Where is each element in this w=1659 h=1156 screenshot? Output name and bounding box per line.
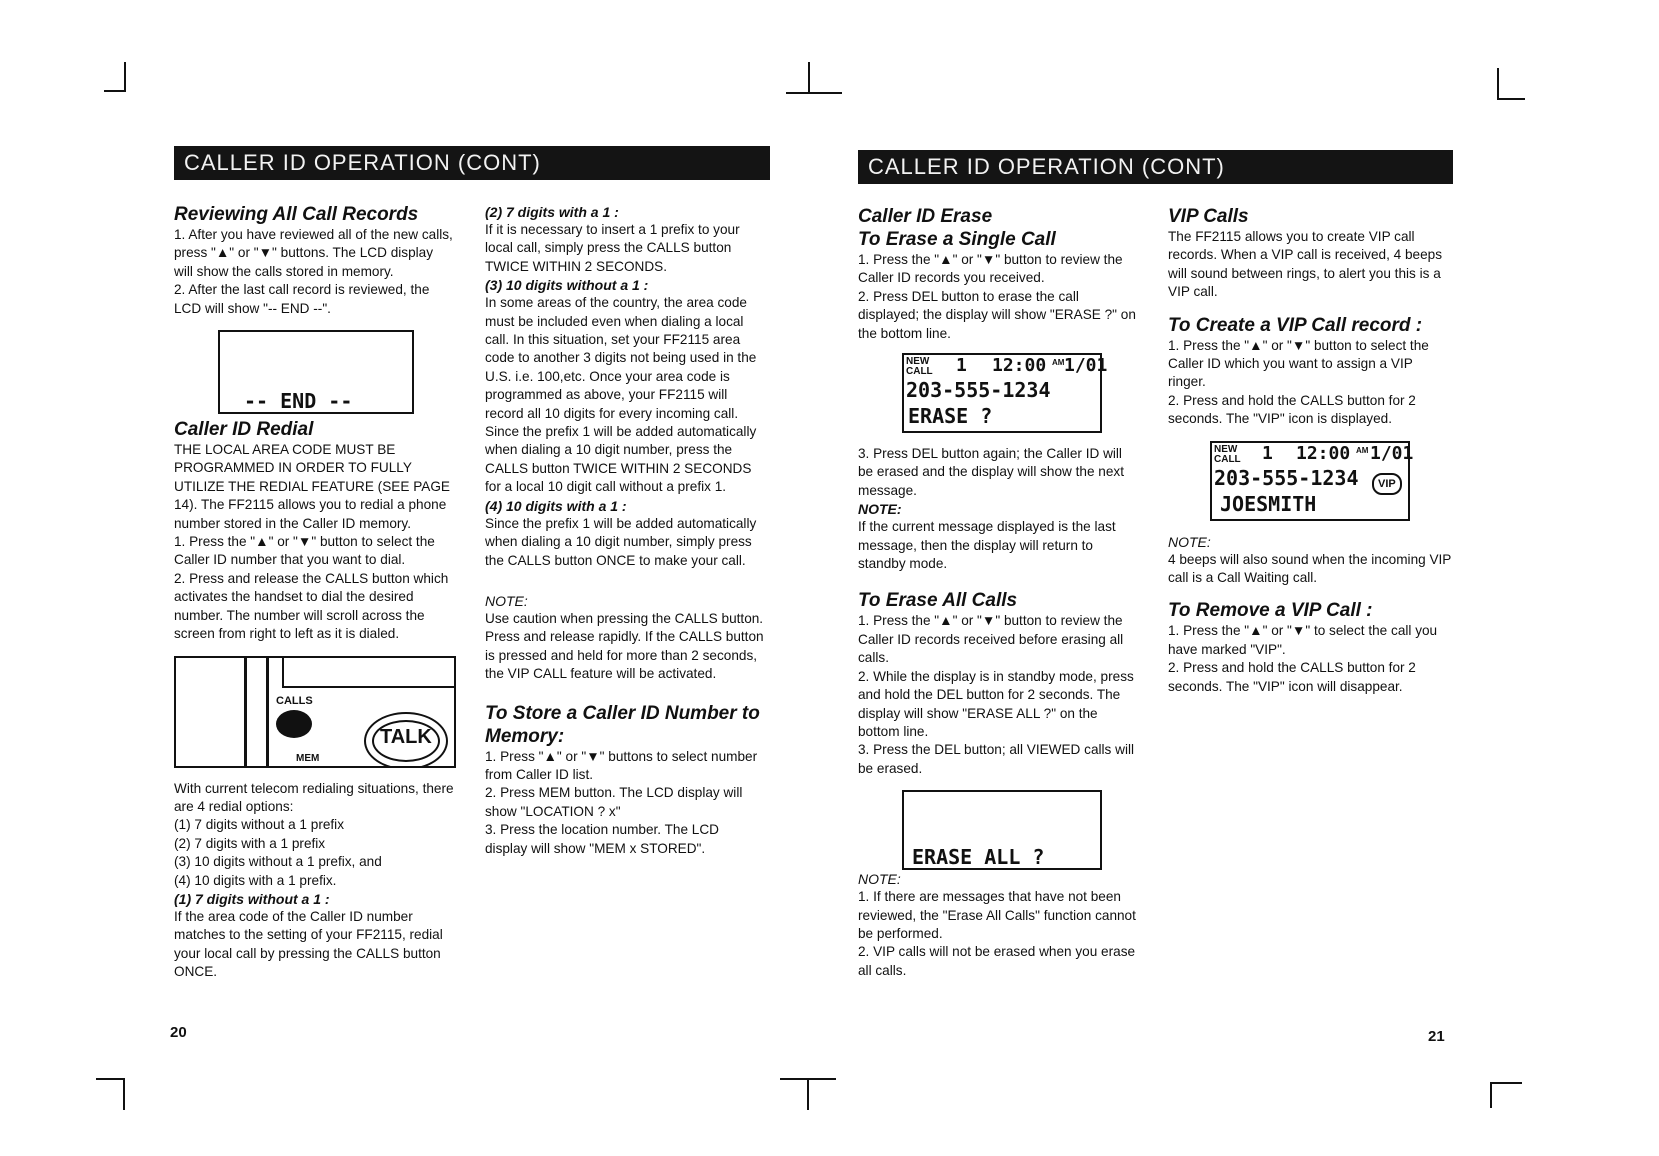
heading: To Erase a Single Call bbox=[858, 229, 1056, 250]
lcd-number: 203-555-1234 bbox=[1214, 465, 1359, 490]
lcd-display-erase-all bbox=[902, 790, 1102, 870]
crop-mark bbox=[786, 92, 842, 94]
crop-mark bbox=[124, 62, 126, 92]
note-label: NOTE: bbox=[858, 871, 901, 888]
lcd-date: 1/01 bbox=[1370, 442, 1414, 464]
paragraph: 1. Press the "▲" or "▼" button to select the Caller ID which you want to assign a VIP ringer. bbox=[1168, 337, 1429, 390]
subheading: (3) 10 digits without a 1 : bbox=[485, 277, 649, 294]
paragraph: 1. Press the "▲" or "▼" button to review the Caller ID records you received. bbox=[858, 252, 1123, 286]
subheading: (4) 10 digits with a 1 : bbox=[485, 497, 627, 514]
crop-mark bbox=[1497, 68, 1499, 100]
lcd-am: AM bbox=[1356, 445, 1369, 455]
lcd-name: JOESMITH bbox=[1220, 491, 1317, 516]
paragraph: 3. Press the location number. The LCD display will show "MEM x STORED". bbox=[485, 822, 719, 856]
heading: To Remove a VIP Call : bbox=[1168, 600, 1373, 622]
handset-figure bbox=[174, 656, 456, 768]
note-label: NOTE: bbox=[858, 501, 902, 518]
subheading: (1) 7 digits without a 1 : bbox=[174, 890, 330, 907]
heading: Reviewing All Call Records bbox=[174, 204, 419, 225]
right-column-2 bbox=[1168, 205, 1452, 696]
paragraph: 2. Press and hold the CALLS button for 2 seconds. The "VIP" icon will disappear. bbox=[1168, 660, 1416, 694]
paragraph: In some areas of the country, the area code must be included even when dialing a local call. In this situation, set your FF2115 area code to another 3 digits not being used in the U.S. i.e. 100,etc. Once your area code is programmed as above, your FF2115 will record all 10 digits for every incoming call. Since the prefix 1 will be added automatically when dialing a 10 digit number, press the CALLS button TWICE WITHIN 2 SECONDS for a local 10 digit call without a prefix 1. bbox=[485, 295, 757, 495]
lcd-display-end bbox=[218, 330, 414, 414]
crop-mark bbox=[808, 62, 810, 94]
lcd-am: AM bbox=[1052, 358, 1065, 368]
left-column-1 bbox=[174, 203, 454, 982]
lcd-message: ERASE ALL ? bbox=[912, 844, 1045, 869]
crop-mark bbox=[1490, 1082, 1522, 1084]
note-label: NOTE: bbox=[485, 592, 528, 609]
heading: Caller ID Erase bbox=[858, 206, 993, 227]
list-item: (3) 10 digits without a 1 prefix, and bbox=[174, 854, 382, 870]
paragraph: 1. Press the "▲" or "▼" button to review the Caller ID records received before erasing all calls. bbox=[858, 613, 1124, 666]
crop-mark bbox=[104, 90, 126, 92]
crop-mark bbox=[807, 1078, 809, 1110]
paragraph: 2. Press and hold the CALLS button for 2 seconds. The "VIP" icon is displayed. bbox=[1168, 392, 1416, 427]
page-number-right: 21 bbox=[1428, 1028, 1445, 1045]
list-item: (1) 7 digits without a 1 prefix bbox=[174, 817, 345, 833]
paragraph: 2. After the last call record is reviewed, the LCD will show "-- END --". bbox=[174, 282, 430, 316]
paragraph: THE LOCAL AREA CODE MUST BE PROGRAMMED IN ORDER TO FULLY UTILIZE THE REDIAL FEATURE (SEE PAGE 14). The FF2115 allows you to redial a phone number stored in the Caller ID memory. bbox=[174, 442, 450, 531]
lcd-display-vip bbox=[1210, 441, 1414, 521]
heading: To Store a Caller ID Number to Memory: bbox=[485, 702, 760, 747]
heading: To Create a VIP Call record : bbox=[1168, 314, 1423, 336]
heading: VIP Calls bbox=[1168, 206, 1249, 227]
section-banner-left: CALLER ID OPERATION (CONT) bbox=[174, 146, 770, 180]
paragraph: 1. Press the "▲" or "▼" button to select the Caller ID number that you want to dial. bbox=[174, 534, 435, 568]
section-banner-right: CALLER ID OPERATION (CONT) bbox=[858, 150, 1453, 184]
lcd-count: 1 bbox=[1262, 442, 1273, 464]
paragraph: 2. VIP calls will not be erased when you erase all calls. bbox=[858, 944, 1136, 978]
paragraph: With current telecom redialing situations, there are 4 redial options: bbox=[174, 780, 454, 814]
paragraph: 1. After you have reviewed all of the new calls, press "▲" or "▼" buttons. The LCD display will show the calls stored in memory. bbox=[174, 227, 453, 279]
paragraph: If it is necessary to insert a 1 prefix to your local call, simply press the CALLS button TWICE WITHIN 2 SECONDS. bbox=[485, 222, 740, 274]
mem-label: MEM bbox=[296, 752, 320, 764]
paragraph: If the current message displayed is the last message, then the display will return to standby mode. bbox=[858, 519, 1116, 572]
vip-icon: VIP bbox=[1372, 473, 1402, 495]
talk-label: TALK bbox=[380, 725, 432, 748]
calls-label: CALLS bbox=[276, 694, 313, 707]
lcd-count: 1 bbox=[956, 355, 967, 377]
subheading: (2) 7 digits with a 1 : bbox=[485, 204, 619, 220]
lcd-time: 12:00 bbox=[992, 355, 1047, 377]
paragraph: 1. If there are messages that have not been reviewed, the "Erase All Calls" function cannot be performed. bbox=[858, 889, 1136, 941]
new-call-label: NEW CALL bbox=[906, 356, 933, 378]
note-label: NOTE: bbox=[1168, 533, 1211, 550]
lcd-display-erase bbox=[902, 353, 1108, 433]
left-column-2 bbox=[485, 203, 765, 858]
heading: To Erase All Calls bbox=[858, 590, 1018, 612]
lcd-text: -- END -- bbox=[244, 388, 353, 413]
paragraph: 1. Press "▲" or "▼" buttons to select number from Caller ID list. bbox=[485, 748, 758, 782]
paragraph: 2. Press DEL button to erase the call displayed; the display will show "ERASE ?" on the bottom line. bbox=[858, 288, 1136, 341]
right-column-1 bbox=[858, 205, 1138, 980]
paragraph: If the area code of the Caller ID number matches to the setting of your FF2115, redial your local call by pressing the CALLS button ONCE. bbox=[174, 908, 443, 980]
paragraph: 1. Press the "▲" or "▼" to select the call you have marked "VIP". bbox=[1168, 623, 1438, 657]
lcd-number: 203-555-1234 bbox=[906, 378, 1051, 403]
heading: Caller ID Redial bbox=[174, 419, 314, 441]
paragraph: Use caution when pressing the CALLS button. Press and release rapidly. If the CALLS button is pressed and held for more than 2 seconds, the VIP CALL feature will be activated. bbox=[485, 610, 764, 682]
paragraph: 2. Press MEM button. The LCD display will show "LOCATION ? x" bbox=[485, 785, 743, 819]
new-call-label: NEW CALL bbox=[1214, 443, 1241, 465]
lcd-time: 12:00 bbox=[1296, 442, 1351, 464]
list-item: (2) 7 digits with a 1 prefix bbox=[174, 835, 326, 851]
list-item: (4) 10 digits with a 1 prefix. bbox=[174, 872, 337, 888]
paragraph: 3. Press the DEL button; all VIEWED calls will be erased. bbox=[858, 742, 1135, 776]
crop-mark bbox=[96, 1078, 124, 1080]
paragraph: The FF2115 allows you to create VIP call records. When a VIP call is received, 4 beeps will sound between rings, to alert you this is a VIP call. bbox=[1168, 229, 1443, 300]
crop-mark bbox=[1497, 98, 1525, 100]
paragraph: 4 beeps will also sound when the incoming VIP call is a Call Waiting call. bbox=[1168, 551, 1452, 586]
paragraph: 3. Press DEL button again; the Caller ID will be erased and the display will show the next message. bbox=[858, 446, 1124, 498]
page-number-left: 20 bbox=[170, 1024, 187, 1041]
crop-mark bbox=[123, 1078, 125, 1110]
lcd-date: 1/01 bbox=[1064, 355, 1108, 377]
paragraph: 2. Press and release the CALLS button which activates the handset to dial the desired number. The number will scroll across the screen from right to left as it is dialed. bbox=[174, 570, 449, 642]
calls-button-icon bbox=[276, 710, 312, 738]
paragraph: 2. While the display is in standby mode, press and hold the DEL button for 2 seconds. The display will show "ERASE ALL ?" on the bottom line. bbox=[858, 668, 1134, 739]
lcd-message: ERASE ? bbox=[908, 404, 993, 429]
paragraph: Since the prefix 1 will be added automatically when dialing a 10 digit number, simply press the CALLS button ONCE to make your call. bbox=[485, 515, 757, 568]
talk-button-icon bbox=[364, 712, 448, 768]
crop-mark bbox=[1490, 1082, 1492, 1108]
